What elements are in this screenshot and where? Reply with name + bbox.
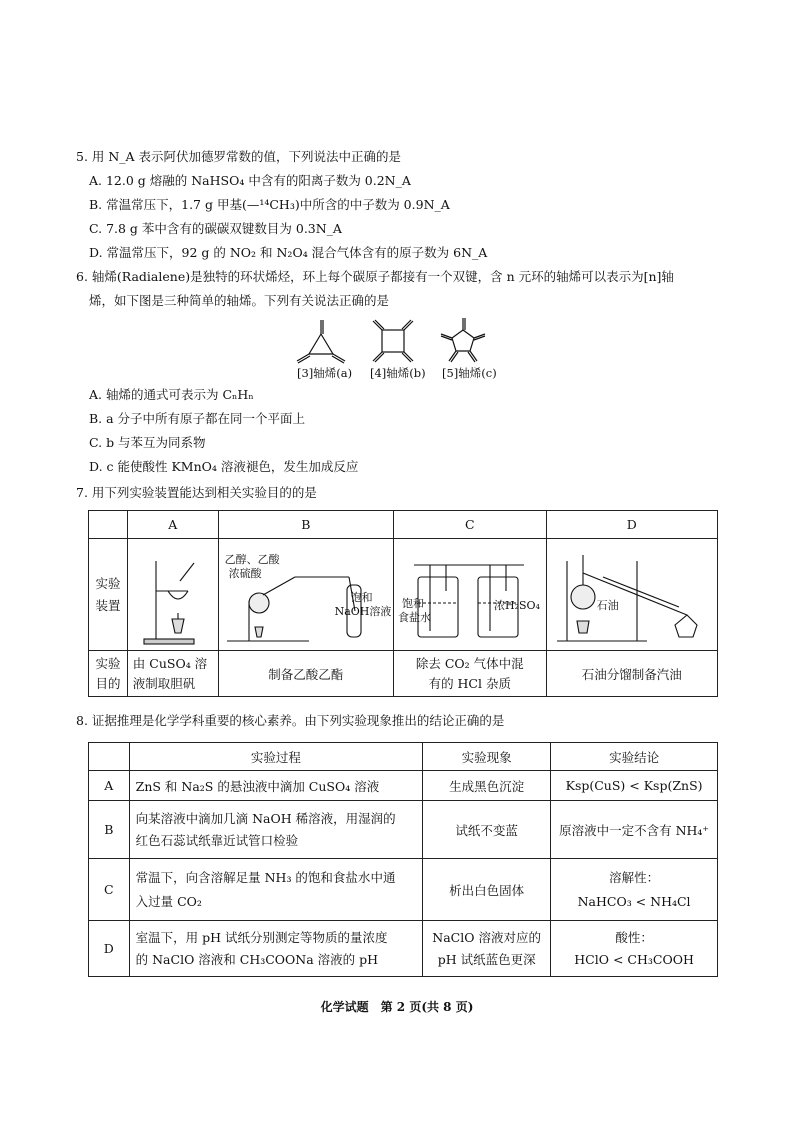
table-row	[89, 859, 718, 921]
b-label-saturated: 饱和	[350, 591, 373, 604]
distillation-apparatus-icon	[547, 541, 715, 649]
q7-col-d: D	[546, 511, 717, 539]
row-conclusion: 溶解性： NaHCO₃ < NH₄Cl	[551, 859, 718, 921]
purpose-d: 石油分馏制备汽油	[546, 651, 717, 697]
q8-header-phenomenon: 实验现象	[423, 743, 551, 771]
q5-option-c: C. 7.8 g 苯中含有的碳碳双键数目为 0.3N_A	[89, 221, 342, 236]
q8-header-conclusion: 实验结论	[551, 743, 718, 771]
row-process: 常温下，向含溶解足量 NH₃ 的饱和食盐水中通 入过量 CO₂	[129, 859, 423, 921]
label-5-radialene: [5]轴烯(c)	[442, 366, 497, 380]
apparatus-c-cell	[393, 539, 546, 651]
row-key: A	[89, 771, 130, 801]
q5-stem: 5. 用 N_A 表示阿伏加德罗常数的值，下列说法中正确的是	[76, 149, 402, 164]
row-key: B	[89, 801, 130, 859]
row-phenomenon: 析出白色固体	[423, 859, 551, 921]
q5-option-b: B. 常温常压下，1.7 g 甲基(—¹⁴CH₃)中所含的中子数为 0.9N_A	[89, 197, 450, 212]
q7-stem: 7. 用下列实验装置能达到相关实验目的的是	[76, 485, 317, 500]
b-label-reagents: 乙醇、乙酸	[224, 553, 280, 566]
purpose-c: 除去 CO₂ 气体中混有的 HCl 杂质	[393, 651, 546, 697]
row-process: 向某溶液中滴加几滴 NaOH 稀溶液，用湿润的 红色石蕊试纸靠近试管口检验	[129, 801, 423, 859]
d-label-petroleum: 石油	[596, 599, 619, 612]
apparatus-a-cell	[128, 539, 219, 651]
purpose-b: 制备乙酸乙酯	[218, 651, 393, 697]
row-conclusion: 酸性： HClO < CH₃COOH	[551, 921, 718, 977]
c-label-saturated: 饱和	[401, 597, 424, 610]
table-row	[89, 921, 718, 977]
q5-option-a: A. 12.0 g 熔融的 NaHSO₄ 中含有的阳离子数为 0.2N_A	[89, 173, 411, 188]
q7-row-apparatus-head: 实验装置	[89, 539, 128, 651]
table-row	[89, 801, 718, 859]
q7-col-a: A	[128, 511, 219, 539]
row-process: 室温下，用 pH 试纸分别测定等物质的量浓度 的 NaClO 溶液和 CH₃COONa 溶液的 pH	[129, 921, 423, 977]
q6-stem-line1: 6. 轴烯(Radialene)是独特的环状烯烃，环上每个碳原子都接有一个双键，含 n 元环的轴烯可以表示为[n]轴	[76, 269, 674, 284]
row-phenomenon: 生成黑色沉淀	[423, 771, 551, 801]
q6-stem-line2: 烯，如下图是三种简单的轴烯。下列有关说法正确的是	[89, 293, 390, 308]
page-footer: 化学试题 第 2 页(共 8 页)	[320, 1000, 474, 1014]
q8-header-process: 实验过程	[129, 743, 423, 771]
evaporation-apparatus-icon	[128, 541, 216, 649]
q6-option-b: B. a 分子中所有原子都在同一个平面上	[89, 411, 306, 426]
q6-option-c: C. b 与苯互为同系物	[89, 435, 206, 450]
label-3-radialene: [3]轴烯(a)	[297, 366, 353, 380]
c-label-brine: 食盐水	[397, 611, 431, 624]
row-key: D	[89, 921, 130, 977]
q8-evidence-table	[88, 742, 718, 977]
apparatus-d-cell	[546, 539, 717, 651]
row-conclusion: Ksp(CuS) < Ksp(ZnS)	[551, 771, 718, 801]
q6-option-d: D. c 能使酸性 KMnO₄ 溶液褪色，发生加成反应	[89, 459, 359, 474]
q7-row-purpose-head: 实验目的	[89, 651, 128, 697]
q8-header-key	[89, 743, 130, 771]
q7-apparatus-table	[88, 510, 718, 697]
q8-stem: 8. 证据推理是化学学科重要的核心素养。由下列实验现象推出的结论正确的是	[76, 713, 505, 728]
purpose-a: 由 CuSO₄ 溶液制取胆矾	[128, 651, 219, 697]
row-phenomenon: NaClO 溶液对应的 pH 试纸蓝色更深	[423, 921, 551, 977]
row-phenomenon: 试纸不变蓝	[423, 801, 551, 859]
b-label-naoh: NaOH溶液	[334, 605, 392, 618]
q7-col-c: C	[393, 511, 546, 539]
b-label-acid: 浓硫酸	[228, 567, 262, 580]
row-process: ZnS 和 Na₂S 的悬浊液中滴加 CuSO₄ 溶液	[129, 771, 423, 801]
label-4-radialene: [4]轴烯(b)	[370, 366, 426, 380]
apparatus-b-cell	[218, 539, 393, 651]
q5-option-d: D. 常温常压下，92 g 的 NO₂ 和 N₂O₄ 混合气体含有的原子数为 6N_A	[89, 245, 488, 260]
table-row	[89, 771, 718, 801]
row-conclusion: 原溶液中一定不含有 NH₄⁺	[551, 801, 718, 859]
q6-option-a: A. 轴烯的通式可表示为 CₙHₙ	[89, 387, 254, 402]
row-key: C	[89, 859, 130, 921]
q7-col-b: B	[218, 511, 393, 539]
c-label-h2so4: 浓H₂SO₄	[493, 599, 540, 612]
